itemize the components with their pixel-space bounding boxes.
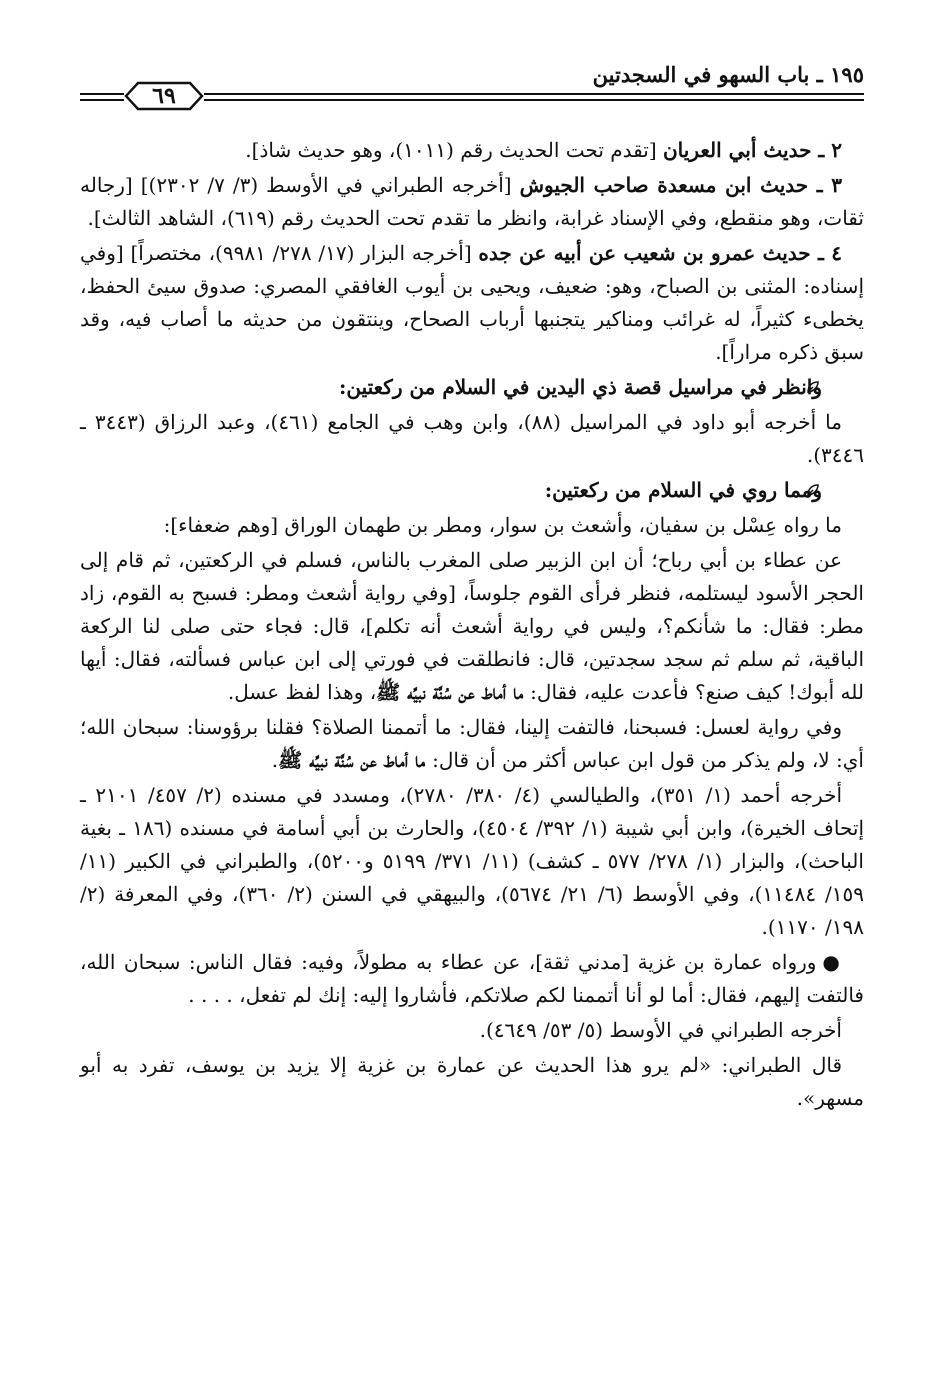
paragraph-text: ما أخرجه أبو داود في المراسيل (٨٨)، وابن وهب في الجامع (٤٦١)، وعبد الرزاق (٣٤٤٣ ـ ٣٤٤٦). xyxy=(80,410,864,467)
paragraph-hadith-3 xyxy=(80,169,864,235)
hadith-title: ٤ ـ حديث عمرو بن شعيب عن أبيه عن جده xyxy=(478,241,842,265)
paragraph-hadith-4 xyxy=(80,237,864,369)
paragraph-text: أخرجه أحمد (١/ ٣٥١)، والطيالسي (٤/ ٣٨٠/ ٢٧٨٠)، ومسدد في مسنده (٢/ ٤٥٧/ ٢١٠١ ـ إتحاف الخيرة)، وابن أبي شيبة (١/ ٣٩٢/ ٤٥٠٤)، والحارث بن أبي أسامة في مسنده (١٨٦ ـ بغية الباحث)، والبزار (١/ ٢٧٨/ ٥٧٧ ـ كشف) (١١/ ٣٧١/ ٥١٩٩ و٥٢٠٠)، والطبراني في الكبير (١١/ ١٥٩/ ١١٤٨٤)، وفي الأوسط (٦/ ٢١/ ٥٦٧٤)، والبيهقي في السنن (٢/ ٣٦٠)، وفي المعرفة (٢/ ١٩٨/ ١١٧٠). xyxy=(80,783,865,939)
hadith-title: ٢ ـ حديث أبي العريان xyxy=(662,138,842,162)
paragraph-text: أخرجه الطبراني في الأوسط (٥/ ٥٣/ ٤٦٤٩). xyxy=(479,1018,842,1042)
paragraph-mursal-sources xyxy=(80,406,864,472)
bullet-icon: ● xyxy=(822,950,842,974)
paragraph-tabarani-source xyxy=(80,1014,864,1047)
paragraph-hadith-text xyxy=(80,544,864,709)
paragraph-text: ما رواه عِسْل بن سفيان، وأشعث بن سوار، ومطر بن طهمان الوراق [وهم ضعفاء]: xyxy=(163,513,842,537)
page-number-badge xyxy=(124,80,204,112)
paragraph-tail: . xyxy=(271,748,279,772)
paragraph-text: [أخرجه البزار (١٧/ ٢٧٨/ ٩٩٨١)، مختصراً] [وفي إسناده: المثنى بن الصباح، وهو: ضعيف، ويحيى بن أيوب الغافقي المصري: صدوق سيئ الحفظ، يخطىء كثيراً، له غرائب ومناكير يتجنبها أرباب الصحاح، وينتقون من حديثه ما أصاب فيه، وقد سبق ذكره مراراً]. xyxy=(80,241,864,364)
section-heading-mursal xyxy=(80,371,864,404)
page-number: ٦٩ xyxy=(152,83,176,109)
paragraph-text: ورواه عمارة بن غزية [مدني ثقة]، عن عطاء به مطولاً، وفيه: فقال الناس: سبحان الله، فالتفت إليهم، فقال: أما لو أنا أتممنا لكم صلاتكم، فأشاروا إليه: إنك لم تفعل، . . . . xyxy=(80,950,864,1007)
page-body xyxy=(80,134,864,1115)
leaf-ornament-icon xyxy=(828,371,842,404)
page-header xyxy=(80,60,864,112)
paragraph-text: وفي رواية لعسل: فسبحنا، فالتفت إلينا، فقال: ما أتممنا الصلاة؟ فقلنا برؤوسنا: سبحان الله؛ أي: لا، ولم يذكر من قول ابن عباس أكثر من أن قال: xyxy=(80,715,864,772)
leaf-ornament-icon xyxy=(828,474,842,507)
section-heading-two-rakah xyxy=(80,474,864,507)
paragraph-text: عن عطاء بن أبي رباح؛ أن ابن الزبير صلى المغرب بالناس، فسلم في الركعتين، ثم قام إلى الحجر الأسود ليستلمه، فنظر فرأى القوم جلوساً، [وفي رواية أشعث ومطر: فسبح به القوم، زاد مطر: فقال: ما شأنكم؟، وليس في رواية أشعث أنه تكلم]، قال: فجاء حتى صلى لنا الركعة الباقية، ثم سلم ثم سجد سجدتين، قال: فانطلقت في فورتي إلى ابن عباس فسألته، فقال: أيها لله أبوك! كيف صنع؟ فأعدت عليه، فقال: xyxy=(80,548,865,704)
quoted-phrase: ما أماط عن سُنَّة نبيِّه ﷺ xyxy=(278,748,433,772)
paragraph-hadith-2 xyxy=(80,134,864,167)
paragraph-text: قال الطبراني: «لم يرو هذا الحديث عن عمارة بن غزية إلا يزيد بن يوسف، تفرد به أبو مسهر». xyxy=(80,1053,864,1110)
quoted-phrase: ما أماط عن سُنَّة نبيِّه ﷺ xyxy=(376,680,531,704)
paragraph-umara-narration xyxy=(80,946,864,1012)
paragraph-tabarani-quote xyxy=(80,1049,864,1115)
book-page xyxy=(80,60,864,1360)
hadith-title: ٣ ـ حديث ابن مسعدة صاحب الجيوش xyxy=(519,173,842,197)
running-title: ١٩٥ ـ باب السهو في السجدتين xyxy=(592,62,864,87)
paragraph-narrators xyxy=(80,509,864,542)
paragraph-text: [تقدم تحت الحديث رقم (١٠١١)، وهو حديث شاذ]. xyxy=(245,138,663,162)
paragraph-takhrij xyxy=(80,779,864,944)
section-heading-text: وانظر في مراسيل قصة ذي اليدين في السلام من ركعتين: xyxy=(338,375,822,399)
paragraph-tail: ، وهذا لفظ عسل. xyxy=(227,680,377,704)
paragraph-asl-narration xyxy=(80,711,864,777)
paragraph-text: [أخرجه الطبراني في الأوسط (٣/ ٧/ ٢٣٠٢)] [رجاله ثقات، وهو منقطع، وفي الإسناد غرابة، وانظر ما تقدم تحت الحديث رقم (٦١٩)، الشاهد الثالث]. xyxy=(80,173,864,230)
section-heading-text: ومما روي في السلام من ركعتين: xyxy=(544,478,822,502)
